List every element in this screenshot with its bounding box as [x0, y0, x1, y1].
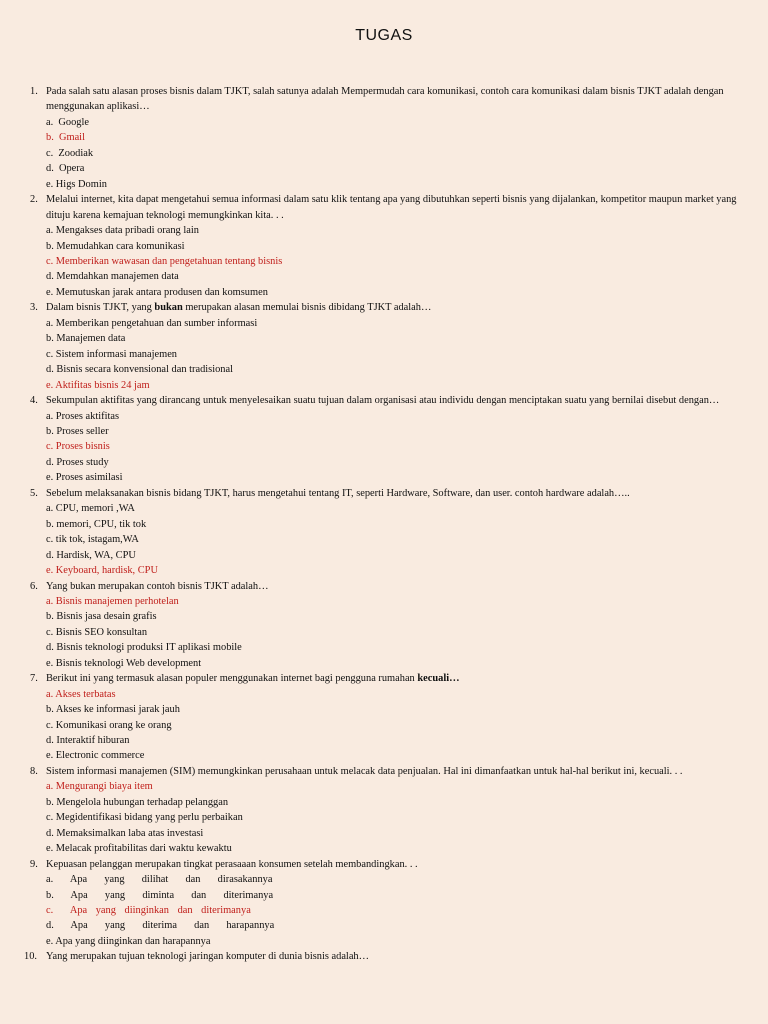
question-number: 1. — [30, 86, 38, 97]
question-6 — [0, 579, 768, 672]
answer-option — [0, 409, 768, 424]
answer-option-label: b. Bisnis jasa desain grafis — [46, 611, 157, 623]
answer-option-label: d. Interaktif hiburan — [46, 735, 130, 747]
question-segment: Melalui internet, kita dapat mengetahui semua informasi dalam satu klik tentang apa yang dibutuhkan seperti bisnis yang dijalankan, kompetitor maupun market yang dituju karena kemajuan teknologi memungkinkan kita. . . — [46, 194, 737, 221]
answer-option-label: a. Apa yang dilihat dan dirasakannya — [46, 874, 273, 886]
question-7 — [0, 671, 768, 764]
answer-option — [0, 625, 768, 640]
answer-option-label: c. Megidentifikasi bidang yang perlu perbaikan — [46, 812, 243, 824]
answer-option-label: d. Memdahkan manajemen data — [46, 271, 179, 283]
answer-option-label: b. Akses ke informasi jarak jauh — [46, 704, 180, 716]
answer-option-label: b. Gmail — [46, 132, 85, 144]
answer-option-label: a. Memberikan pengetahuan dan sumber informasi — [46, 317, 258, 329]
answer-option — [0, 285, 768, 300]
question-segment: Sistem informasi manajemen (SIM) memungkinkan perusahaan untuk melacak data penjualan. Hal ini dimanfaatkan untuk hal-hal berikut ini, kecuali. . . — [46, 765, 683, 777]
answer-option-highlighted — [0, 254, 768, 269]
answer-option-highlighted — [0, 594, 768, 609]
answer-option-highlighted — [0, 563, 768, 578]
answer-option — [0, 269, 768, 284]
answer-option-label: d. Bisnis secara konvensional dan tradisional — [46, 364, 233, 376]
answer-option — [0, 548, 768, 563]
question-number: 3. — [30, 302, 38, 314]
question-number: 4. — [30, 395, 38, 407]
answer-option — [0, 501, 768, 516]
answer-option — [0, 517, 768, 532]
answer-option — [0, 362, 768, 377]
answer-option-label: c. Sistem informasi manajemen — [46, 348, 178, 360]
emphasis-text: bukan — [154, 302, 183, 314]
question-text — [0, 84, 768, 115]
question-10 — [0, 949, 768, 964]
answer-option — [0, 161, 768, 176]
answer-option-highlighted — [0, 378, 768, 393]
question-segment: Dalam bisnis TJKT, yang — [46, 302, 155, 314]
answer-option-label: c. Zoodiak — [46, 147, 94, 159]
answer-option-label: b. Apa yang diminta dan diterimanya — [46, 889, 274, 901]
question-segment: Berikut ini yang termasuk alasan populer menggunakan internet bagi pengguna rumahan — [46, 673, 418, 685]
answer-option-label: e. Aktifitas bisnis 24 jam — [46, 379, 150, 391]
question-text — [0, 857, 768, 872]
question-2 — [0, 192, 768, 300]
question-text — [0, 671, 768, 686]
answer-option-label: c. Komunikasi orang ke orang — [46, 719, 172, 731]
answer-option — [0, 532, 768, 547]
answer-option-label: e. Higs Domin — [46, 178, 107, 190]
answer-option — [0, 872, 768, 887]
answer-option — [0, 656, 768, 671]
answer-option — [0, 177, 768, 192]
page-title: TUGAS — [355, 27, 413, 44]
question-segment: Sekumpulan aktifitas yang dirancang untuk menyelesaikan suatu tujuan dalam organisasi atau individu dengan menciptakan suatu yang bernilai disebut dengan… — [46, 395, 720, 407]
question-number: 6. — [30, 580, 38, 592]
answer-option — [0, 239, 768, 254]
answer-option-label: a. Mengurangi biaya item — [46, 781, 153, 793]
answer-option-label: c. Memberikan wawasan dan pengetahuan tentang bisnis — [46, 255, 283, 267]
answer-option — [0, 347, 768, 362]
answer-option — [0, 888, 768, 903]
answer-option-label: e. Apa yang diinginkan dan harapannya — [46, 935, 211, 947]
answer-option — [0, 918, 768, 933]
question-text — [0, 300, 768, 315]
question-segment: Pada salah satu alasan proses bisnis dalam TJKT, salah satunya adalah Mempermudah cara komunikasi, contoh cara komunikasi dalam bisnis TJKT adalah dengan menggunakan aplikasi… — [46, 86, 724, 113]
answer-option-label: a. Google — [46, 116, 89, 128]
question-list — [0, 84, 768, 965]
answer-option — [0, 748, 768, 763]
question-number: 10. — [24, 951, 37, 963]
question-1 — [0, 84, 768, 192]
question-number: 8. — [30, 765, 38, 777]
question-8 — [0, 764, 768, 857]
answer-option-label: a. Proses aktifitas — [46, 410, 120, 422]
answer-option-label: a. CPU, memori ,WA — [46, 503, 135, 515]
answer-option — [0, 115, 768, 130]
answer-option-label: d. Bisnis teknologi produksi IT aplikasi mobile — [46, 642, 242, 654]
question-segment: Kepuasan pelanggan merupakan tingkat perasaaan konsumen setelah membandingkan. . . — [46, 858, 418, 870]
question-5 — [0, 486, 768, 579]
question-number: 5. — [30, 487, 38, 499]
question-segment: Yang bukan merupakan contoh bisnis TJKT adalah… — [46, 580, 269, 592]
emphasis-text: kecuali… — [417, 673, 460, 685]
answer-option-label: a. Bisnis manajemen perhotelan — [46, 595, 179, 607]
answer-option — [0, 841, 768, 856]
answer-option-label: b. Memudahkan cara komunikasi — [46, 240, 185, 252]
answer-option — [0, 826, 768, 841]
answer-option-label: e. Proses asimilasi — [46, 472, 123, 484]
answer-option-highlighted — [0, 903, 768, 918]
answer-option — [0, 424, 768, 439]
answer-option-label: e. Melacak profitabilitas dari waktu kewaktu — [46, 843, 232, 855]
answer-option — [0, 146, 768, 161]
answer-option-highlighted — [0, 439, 768, 454]
question-number: 2. — [30, 194, 38, 206]
answer-option — [0, 702, 768, 717]
answer-option-label: d. Proses study — [46, 456, 109, 468]
answer-option — [0, 810, 768, 825]
question-segment: merupakan alasan memulai bisnis dibidang TJKT adalah… — [182, 302, 432, 314]
answer-option-label: d. Opera — [46, 163, 85, 175]
question-number: 9. — [30, 858, 38, 870]
question-segment: Yang merupakan tujuan teknologi jaringan komputer di dunia bisnis adalah… — [46, 951, 370, 963]
question-text — [0, 192, 768, 223]
answer-option — [0, 331, 768, 346]
answer-option-label: c. Apa yang diinginkan dan diterimanya — [46, 905, 251, 917]
answer-option — [0, 316, 768, 331]
answer-option-highlighted — [0, 130, 768, 145]
answer-option-label: b. Proses seller — [46, 425, 109, 437]
question-4 — [0, 393, 768, 486]
answer-option — [0, 640, 768, 655]
answer-option — [0, 609, 768, 624]
answer-option — [0, 733, 768, 748]
answer-option-label: a. Mengakses data pribadi orang lain — [46, 225, 199, 237]
answer-option-highlighted — [0, 687, 768, 702]
answer-option-label: e. Keyboard, hardisk, CPU — [46, 565, 158, 577]
question-9 — [0, 857, 768, 950]
answer-option-label: b. Mengelola hubungan terhadap pelanggan — [46, 796, 229, 808]
question-segment: Sebelum melaksanakan bisnis bidang TJKT, harus mengetahui tentang IT, seperti Hardware, Software, dan user. contoh hardware adalah….. — [46, 487, 630, 499]
answer-option-label: b. memori, CPU, tik tok — [46, 518, 147, 530]
answer-option — [0, 934, 768, 949]
answer-option-label: e. Electronic commerce — [46, 750, 145, 762]
question-text — [0, 393, 768, 408]
question-text — [0, 579, 768, 594]
answer-option-label: e. Memutuskan jarak antara produsen dan komsumen — [46, 286, 268, 298]
answer-option-label: e. Bisnis teknologi Web development — [46, 657, 202, 669]
answer-option-label: a. Akses terbatas — [46, 688, 116, 700]
answer-option — [0, 718, 768, 733]
answer-option-highlighted — [0, 779, 768, 794]
answer-option — [0, 795, 768, 810]
answer-option-label: d. Hardisk, WA, CPU — [46, 549, 136, 561]
answer-option-label: d. Memaksimalkan laba atas investasi — [46, 827, 204, 839]
answer-option-label: c. Proses bisnis — [46, 441, 110, 453]
question-text — [0, 764, 768, 779]
answer-option — [0, 223, 768, 238]
answer-option — [0, 455, 768, 470]
answer-option-label: d. Apa yang diterima dan harapannya — [46, 920, 275, 932]
answer-option — [0, 470, 768, 485]
question-number: 7. — [30, 673, 38, 685]
question-3 — [0, 300, 768, 393]
answer-option-label: c. Bisnis SEO konsultan — [46, 626, 148, 638]
question-text — [0, 486, 768, 501]
answer-option-label: c. tik tok, istagam,WA — [46, 534, 139, 546]
question-text — [0, 949, 768, 964]
answer-option-label: b. Manajemen data — [46, 333, 126, 345]
